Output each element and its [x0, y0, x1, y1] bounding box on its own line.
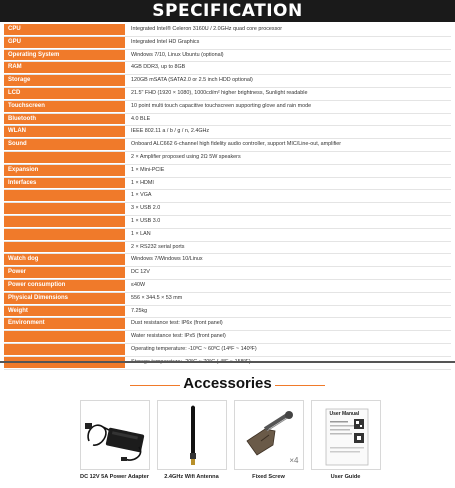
spec-value: Windows 7/Windows 10/Linux [131, 256, 203, 263]
spec-row [4, 229, 451, 242]
spec-row [4, 126, 451, 139]
accessories-grid [78, 400, 378, 480]
spec-value: 2 × Amplifier proposed using 2Ω 5W speakers [131, 153, 241, 160]
accessory-label: 2.4GHz Wifi Antenna [164, 474, 219, 480]
spec-value: 7.25kg [131, 307, 148, 314]
accessory-label: DC 12V 5A Power Adapter [80, 474, 149, 480]
accessory-label: Fixed Screw [252, 474, 285, 480]
spec-value: Water resistance test: IPx5 (front panel) [131, 333, 226, 340]
spec-value: 1 × USB 3.0 [131, 217, 161, 224]
accessory-power-adapter [78, 400, 151, 486]
power-adapter-icon [81, 401, 150, 470]
spec-row [4, 331, 451, 344]
antenna-icon [158, 401, 227, 470]
spec-value: IEEE 802.11 a / b / g / n, 2.4GHz [131, 128, 210, 135]
spec-label [4, 344, 125, 356]
spec-value: 1 × Mini-PCIE [131, 166, 165, 173]
spec-row [4, 242, 451, 255]
spec-row [4, 190, 451, 203]
spec-label [4, 203, 125, 215]
spec-row [4, 318, 451, 331]
spec-row [4, 37, 451, 50]
spec-label: Storage [4, 75, 125, 87]
spec-label [4, 331, 125, 343]
spec-label: LCD [4, 88, 125, 100]
spec-value: Operating temperature: -10ºC ~ 60ºC (14ºF ~ 140ºF) [131, 345, 257, 352]
accessory-label: User Guide [330, 474, 361, 480]
spec-label: Watch dog [4, 254, 125, 266]
spec-row [4, 216, 451, 229]
spec-row [4, 306, 451, 319]
spec-value: Integrated Intel HD Graphics [131, 38, 200, 45]
spec-row [4, 62, 451, 75]
spec-value: 120GB mSATA (SATA2.0 or 2.5 inch HDD optional) [131, 77, 253, 84]
spec-row [4, 254, 451, 267]
user-manual-cover-title: User Manual [329, 411, 360, 417]
spec-row [4, 24, 451, 37]
power-adapter-image [80, 400, 150, 470]
spec-value: DC 12V [131, 269, 150, 276]
spec-label: GPU [4, 37, 125, 49]
accessories-title: Accessories [183, 375, 272, 392]
spec-label: Power [4, 267, 125, 279]
spec-row [4, 114, 451, 127]
accessory-fixed-screw [232, 400, 305, 486]
spec-value: 4.0 BLE [131, 115, 151, 122]
spec-row [4, 88, 451, 101]
spec-label: Power consumption [4, 280, 125, 292]
spec-label: Interfaces [4, 178, 125, 190]
spec-label: WLAN [4, 126, 125, 138]
spec-label [4, 190, 125, 202]
spec-row [4, 178, 451, 191]
spec-value: Onboard ALC662 6-channel high fidelity audio controller, support MIC/Line-out, amplifier [131, 141, 342, 148]
spec-row [4, 101, 451, 114]
spec-label: Operating System [4, 50, 125, 62]
accessories-title-line-right [275, 385, 325, 386]
spec-row [4, 293, 451, 306]
spec-label: RAM [4, 62, 125, 74]
antenna-image [157, 400, 227, 470]
spec-row [4, 357, 451, 370]
user-guide-image [311, 400, 381, 470]
spec-label [4, 229, 125, 241]
screw-image [234, 400, 304, 470]
spec-row [4, 152, 451, 165]
spec-row [4, 165, 451, 178]
spec-value: 556 × 344.5 × 53 mm [131, 294, 183, 301]
spec-label: Touchscreen [4, 101, 125, 113]
spec-label: Environment [4, 318, 125, 330]
spec-value: ≤40W [131, 281, 146, 288]
spec-label: Bluetooth [4, 114, 125, 126]
accessory-user-guide [309, 400, 382, 486]
spec-row [4, 139, 451, 152]
spec-label: Sound [4, 139, 125, 151]
spec-label: Weight [4, 306, 125, 318]
spec-value: Windows 7/10, Linux Ubuntu (optional) [131, 51, 224, 58]
spec-row [4, 75, 451, 88]
spec-row [4, 280, 451, 293]
spec-value: 1 × HDMI [131, 179, 154, 186]
spec-label: Expansion [4, 165, 125, 177]
spec-value: 21.5" FHD (1920 × 1080), 1000cd/m² higher brightness, Sunlight readable [131, 89, 308, 96]
spec-value: 2 × RS232 serial ports [131, 243, 185, 250]
specification-title: SPECIFICATION [0, 0, 455, 22]
spec-label [4, 216, 125, 228]
screw-quantity-badge: ×4 [289, 456, 299, 465]
spec-label: Physical Dimensions [4, 293, 125, 305]
spec-row [4, 267, 451, 280]
spec-label: CPU [4, 24, 125, 36]
specification-table [4, 24, 451, 370]
spec-value: 3 × USB 2.0 [131, 205, 161, 212]
spec-value: 10 point multi touch capacitive touchscreen supporting glove and rain mode [131, 102, 312, 109]
accessory-wifi-antenna [155, 400, 228, 486]
spec-row [4, 344, 451, 357]
spec-label [4, 152, 125, 164]
spec-row [4, 50, 451, 63]
spec-row [4, 203, 451, 216]
spec-value: Dust resistance test: IP6x (front panel) [131, 320, 223, 327]
spec-value: 1 × VGA [131, 192, 152, 199]
spec-value: Integrated Intel® Celeron 3160U / 2.0GHz quad core processor [131, 26, 283, 32]
section-divider [0, 361, 455, 363]
spec-value: 4GB DDR3, up to 8GB [131, 64, 186, 71]
spec-value: 1 × LAN [131, 230, 151, 237]
spec-label [4, 242, 125, 254]
